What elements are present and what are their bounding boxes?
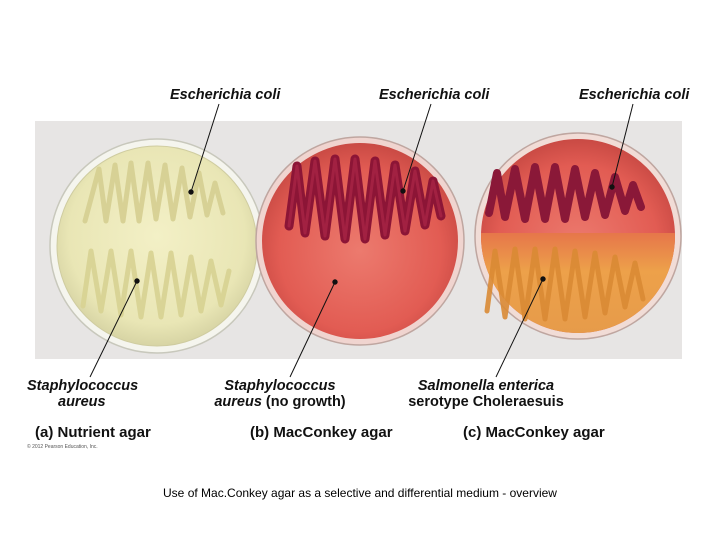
label-staph-b-aureus: aureus — [214, 394, 262, 410]
label-salmonella-line1: Salmonella enterica — [417, 378, 555, 394]
plate-macconkey-b — [256, 137, 464, 345]
label-staph-b-line2 — [205, 394, 355, 410]
copyright-notice: © 2012 Pearson Education, Inc. — [27, 444, 98, 450]
panel-title-macconkey-b: (b) MacConkey agar — [250, 424, 393, 441]
panel-title-macconkey-c: (c) MacConkey agar — [463, 424, 605, 441]
slide-caption: Use of Mac.Conkey agar as a selective and differential medium - overview — [163, 486, 557, 500]
label-staph-a-line1: Staphylococcus — [27, 378, 139, 394]
label-ecoli-plate-b: Escherichia coli — [379, 87, 490, 103]
label-staph-aureus-plate-a — [27, 378, 147, 410]
label-staph-aureus-plate-b — [205, 378, 355, 410]
label-ecoli-plate-a: Escherichia coli — [170, 87, 281, 103]
label-salmonella-line2: serotype Choleraesuis — [408, 394, 564, 410]
panel-title-nutrient-agar: (a) Nutrient agar — [35, 424, 151, 441]
label-ecoli-plate-c: Escherichia coli — [579, 87, 690, 103]
label-staph-b-line1: Staphylococcus — [224, 378, 336, 394]
agar-plates-photo — [35, 121, 682, 359]
label-staph-b-no-growth: (no growth) — [261, 394, 346, 410]
plate-nutrient-agar — [50, 139, 264, 353]
label-staph-a-line2: aureus — [58, 394, 106, 410]
label-salmonella-plate-c — [400, 378, 572, 410]
